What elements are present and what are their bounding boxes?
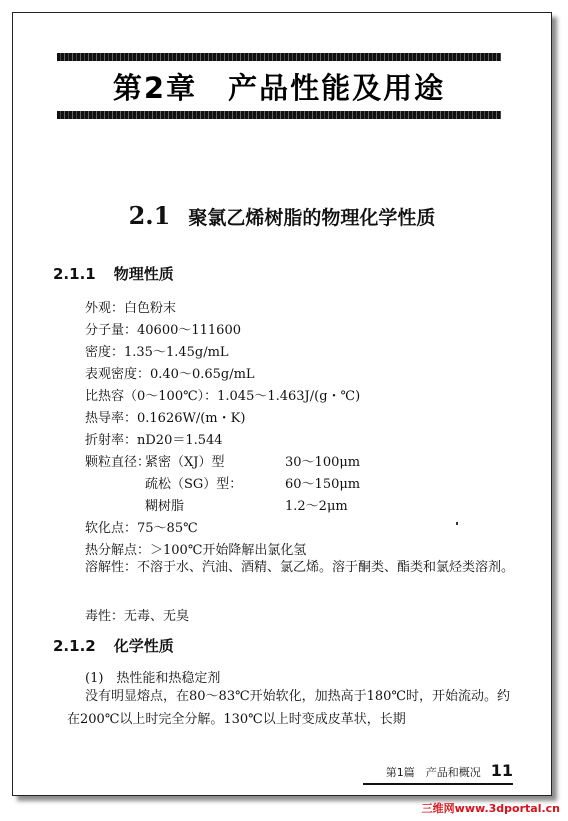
section-heading <box>13 201 551 230</box>
grain-size-label: 颗粒直径： <box>85 455 151 470</box>
grain-range: 30～100μm <box>285 455 361 470</box>
chapter-top-rule <box>57 53 501 61</box>
property-refractive-index: 折射率：nD20＝1.544 <box>85 433 223 448</box>
property-specific-heat: 比热容（0～100℃）：1.045～1.463J/(g・℃) <box>85 389 361 404</box>
subsection-title: 化学性质 <box>113 637 174 655</box>
chapter-bottom-rule <box>57 111 501 119</box>
page-footer <box>313 761 513 781</box>
section-title: 聚氯乙烯树脂的物理化学性质 <box>188 207 436 229</box>
section-number: 2.1 <box>128 201 171 230</box>
chapter-header <box>57 49 501 129</box>
subsection-number: 2.1.2 <box>53 637 96 655</box>
footer-rule <box>363 783 513 785</box>
grain-range: 1.2～2μm <box>285 499 348 514</box>
footer-part-label: 第1篇 产品和概况 <box>385 766 481 779</box>
grain-type: 紧密（XJ）型 <box>145 455 225 470</box>
grain-type: 疏松（SG）型： <box>145 477 243 492</box>
property-density: 密度：1.35～1.45g/mL <box>85 345 229 360</box>
watermark: 三维网www.3dportal.cn <box>421 802 560 815</box>
chemical-paragraph: 没有明显熔点，在80～83℃开始软化，加热高于180℃时，开始流动。约在200℃以上时完全分解。130℃以上时变成皮革状，长期 <box>67 689 510 727</box>
chemical-item-heading: (1) 热性能和热稳定剂 <box>85 671 221 686</box>
scan-speck <box>456 522 458 525</box>
page-number: 11 <box>490 761 513 780</box>
chapter-title: 第2章 产品性能及用途 <box>112 71 446 105</box>
subsection-number: 2.1.1 <box>53 265 96 283</box>
property-toxicity: 毒性：无毒、无臭 <box>85 609 190 624</box>
subsection-heading-chemical <box>53 635 174 656</box>
property-molecular-weight: 分子量：40600～111600 <box>85 323 241 338</box>
property-thermal-conductivity: 热导率：0.1626W/(m・K) <box>85 411 246 426</box>
property-solubility: 溶解性：不溶于水、汽油、酒精、氯乙烯。溶于酮类、酯类和氯烃类溶剂。 <box>85 560 515 575</box>
property-appearance: 外观：白色粉末 <box>85 301 177 316</box>
book-page <box>12 12 552 796</box>
grain-type: 糊树脂 <box>145 499 185 514</box>
grain-range: 60～150μm <box>285 477 361 492</box>
subsection-heading-physical <box>53 263 174 284</box>
subsection-title: 物理性质 <box>113 265 174 283</box>
property-softening-point: 软化点：75～85℃ <box>85 521 198 536</box>
property-decomposition-point: 热分解点：＞100℃开始降解出氯化氢 <box>85 543 307 558</box>
property-apparent-density: 表观密度：0.40～0.65g/mL <box>85 367 255 382</box>
